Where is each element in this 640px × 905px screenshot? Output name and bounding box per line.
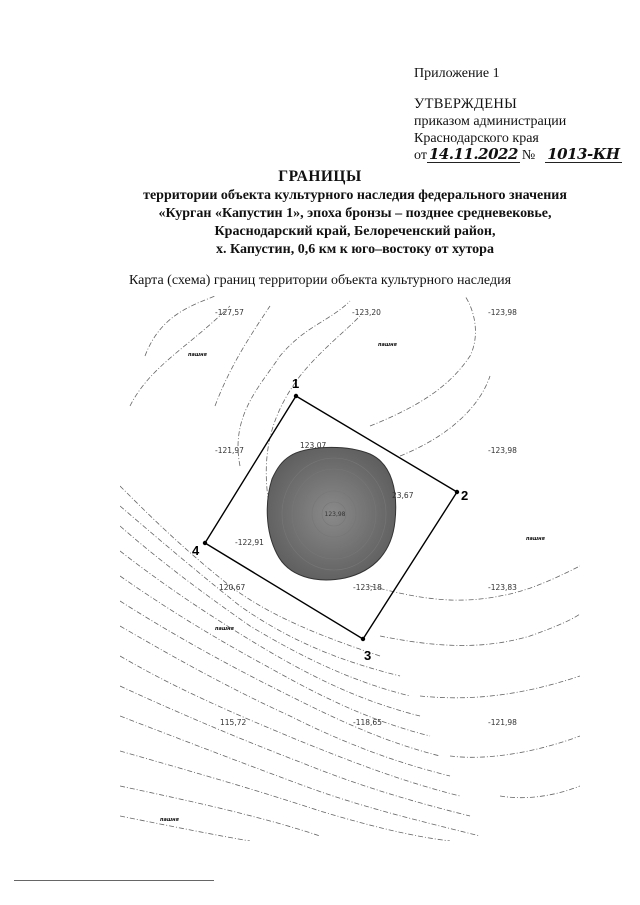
mound xyxy=(267,447,395,580)
elevation-mark: -127,57 xyxy=(215,308,244,317)
elevation-mark: -118,65 xyxy=(353,718,382,727)
document-title: ГРАНИЦЫ xyxy=(278,168,362,185)
subtitle-line-4: х. Капустин, 0,6 км к юго–востоку от хутора xyxy=(216,242,494,257)
elevation-mark: -123,98 xyxy=(488,308,517,317)
corner-label-2: 2 xyxy=(461,488,469,503)
handwritten-number: 1013-КН xyxy=(547,145,620,163)
land-use-label: пашня xyxy=(160,817,179,823)
from-label: от xyxy=(414,148,427,163)
elevation-mark: -123,18 xyxy=(353,583,382,592)
elevation-mark: -123,20 xyxy=(352,308,381,317)
corner-label-3: 3 xyxy=(364,648,372,663)
handwritten-date: 14.11.2022 xyxy=(428,145,518,163)
number-label: № xyxy=(521,148,536,163)
elevation-mark: -122,91 xyxy=(235,538,264,547)
order-line-1: приказом администрации xyxy=(414,114,567,129)
subtitle-line-1: территории объекта культурного наследия федерального значения xyxy=(143,188,567,203)
order-line-2: Краснодарского края xyxy=(414,131,539,146)
corner-label-1: 1 xyxy=(292,376,300,391)
corner-label-4: 4 xyxy=(192,543,200,558)
land-use-label: пашня xyxy=(188,352,207,358)
elevation-mark: 115,72 xyxy=(220,718,247,727)
elevation-mark: -121,98 xyxy=(488,718,517,727)
approved-title: УТВЕРЖДЕНЫ xyxy=(414,96,518,112)
approval-block xyxy=(414,96,622,164)
land-use-label: пашня xyxy=(378,342,397,348)
boundary-map xyxy=(120,296,580,841)
map-caption: Карта (схема) границ территории объекта культурного наследия xyxy=(128,273,512,288)
footer-rule xyxy=(14,880,214,881)
appendix-label: Приложение 1 xyxy=(414,66,500,81)
subtitle-line-3: Краснодарский край, Белореченский район, xyxy=(214,224,496,239)
elevation-mark: 123,07 xyxy=(300,441,327,450)
elevation-mark: -121,97 xyxy=(215,446,244,455)
subtitle-line-2: «Курган «Капустин 1», эпоха бронзы – позднее средневековье, xyxy=(158,206,552,221)
elevation-mark: 120,67 xyxy=(219,583,246,592)
elevation-mark: -123,98 xyxy=(488,446,517,455)
mound-top-elevation: 123,98 xyxy=(324,511,346,518)
elevation-mark: -123,83 xyxy=(488,583,517,592)
land-use-label: пашня xyxy=(526,536,545,542)
order-date-number xyxy=(414,147,622,164)
document-subtitle xyxy=(70,187,640,259)
land-use-label: пашня xyxy=(215,626,234,632)
elevation-mark: 23,67 xyxy=(392,491,414,500)
